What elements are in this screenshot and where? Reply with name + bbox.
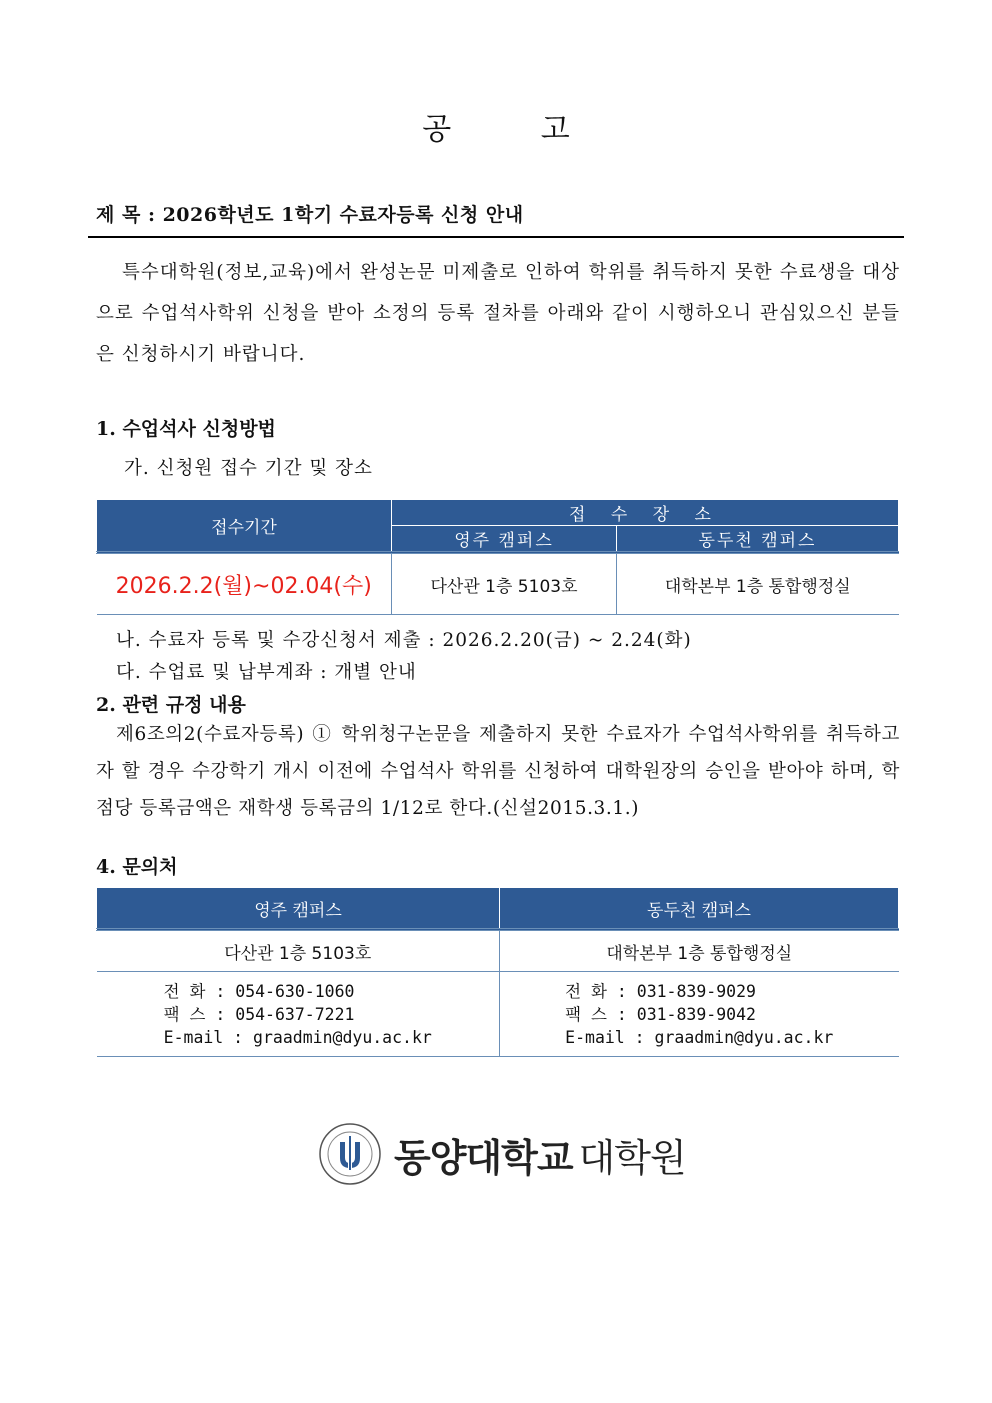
university-logo [318, 1122, 686, 1186]
col-dongducheon-header: 동두천 캠퍼스 [617, 526, 899, 553]
section2-heading: 2. 관련 규정 내용 [96, 694, 246, 716]
dongducheon-place: 대학본부 1층 통합행정실 [617, 553, 899, 615]
dongducheon-email: E-mail : graadmin@dyu.ac.kr [565, 1027, 834, 1047]
application-period: 2026.2.2(월)~02.04(수) [97, 553, 392, 615]
dongducheon-fax: 팩 스 : 031-839-9042 [565, 1004, 756, 1024]
subject-divider [88, 236, 904, 238]
university-emblem-icon [318, 1122, 382, 1186]
yeongju-fax: 팩 스 : 054-637-7221 [163, 1004, 355, 1024]
contact-table [96, 887, 899, 1057]
yeongju-contact-details [97, 972, 500, 1057]
section1-heading: 1. 수업석사 신청방법 [96, 418, 276, 440]
notice-subject: 제 목 : 2026학년도 1학기 수료자등록 신청 안내 [96, 204, 524, 226]
dongducheon-phone: 전 화 : 031-839-9029 [565, 981, 756, 1001]
yeongju-contact-header: 영주 캠퍼스 [97, 888, 500, 930]
section4-heading: 4. 문의처 [96, 856, 178, 878]
dongducheon-contact-header: 동두천 캠퍼스 [500, 888, 899, 930]
col-place-header: 접 수 장 소 [392, 500, 899, 526]
section1-sub-a: 가. 신청원 접수 기간 및 장소 [124, 458, 373, 479]
section1-sub-b: 나. 수료자 등록 및 수강신청서 제출 : 2026.2.20(금) ~ 2.24(화) [116, 630, 692, 651]
application-table [96, 499, 899, 615]
col-yeongju-header: 영주 캠퍼스 [392, 526, 617, 553]
dongducheon-contact-place: 대학본부 1층 통합행정실 [500, 930, 899, 972]
yeongju-contact-place: 다산관 1층 5103호 [97, 930, 500, 972]
col-period-header: 접수기간 [97, 500, 392, 553]
logo-name: 동양대학교 [394, 1135, 573, 1180]
yeongju-phone: 전 화 : 054-630-1060 [163, 981, 355, 1001]
yeongju-email: E-mail : graadmin@dyu.ac.kr [163, 1027, 432, 1047]
intro-paragraph: 특수대학원(정보,교육)에서 완성논문 미제출로 인하여 학위를 취득하지 못한 수료생을 대상으로 수업석사학위 신청을 받아 소정의 등록 절차를 아래와 같이 시행하오니 관심있으신 분들은 신청하시기 바랍니다. [96, 262, 900, 365]
logo-suffix: 대학원 [578, 1135, 686, 1180]
section1-sub-c: 다. 수업료 및 납부계좌 : 개별 안내 [116, 662, 417, 683]
dongducheon-contact-details [500, 972, 899, 1057]
yeongju-place: 다산관 1층 5103호 [392, 553, 617, 615]
page-title: 공 고 [422, 112, 610, 147]
section2-body: 제6조의2(수료자등록) ① 학위청구논문을 제출하지 못한 수료자가 수업석사학위를 취득하고자 할 경우 수강학기 개시 이전에 수업석사 학위를 신청하여 대학원장의 승인을 받아야 하며, 학점당 등록금액은 재학생 등록금의 1/12로 한다.(신설2015.3.1.) [96, 724, 900, 819]
